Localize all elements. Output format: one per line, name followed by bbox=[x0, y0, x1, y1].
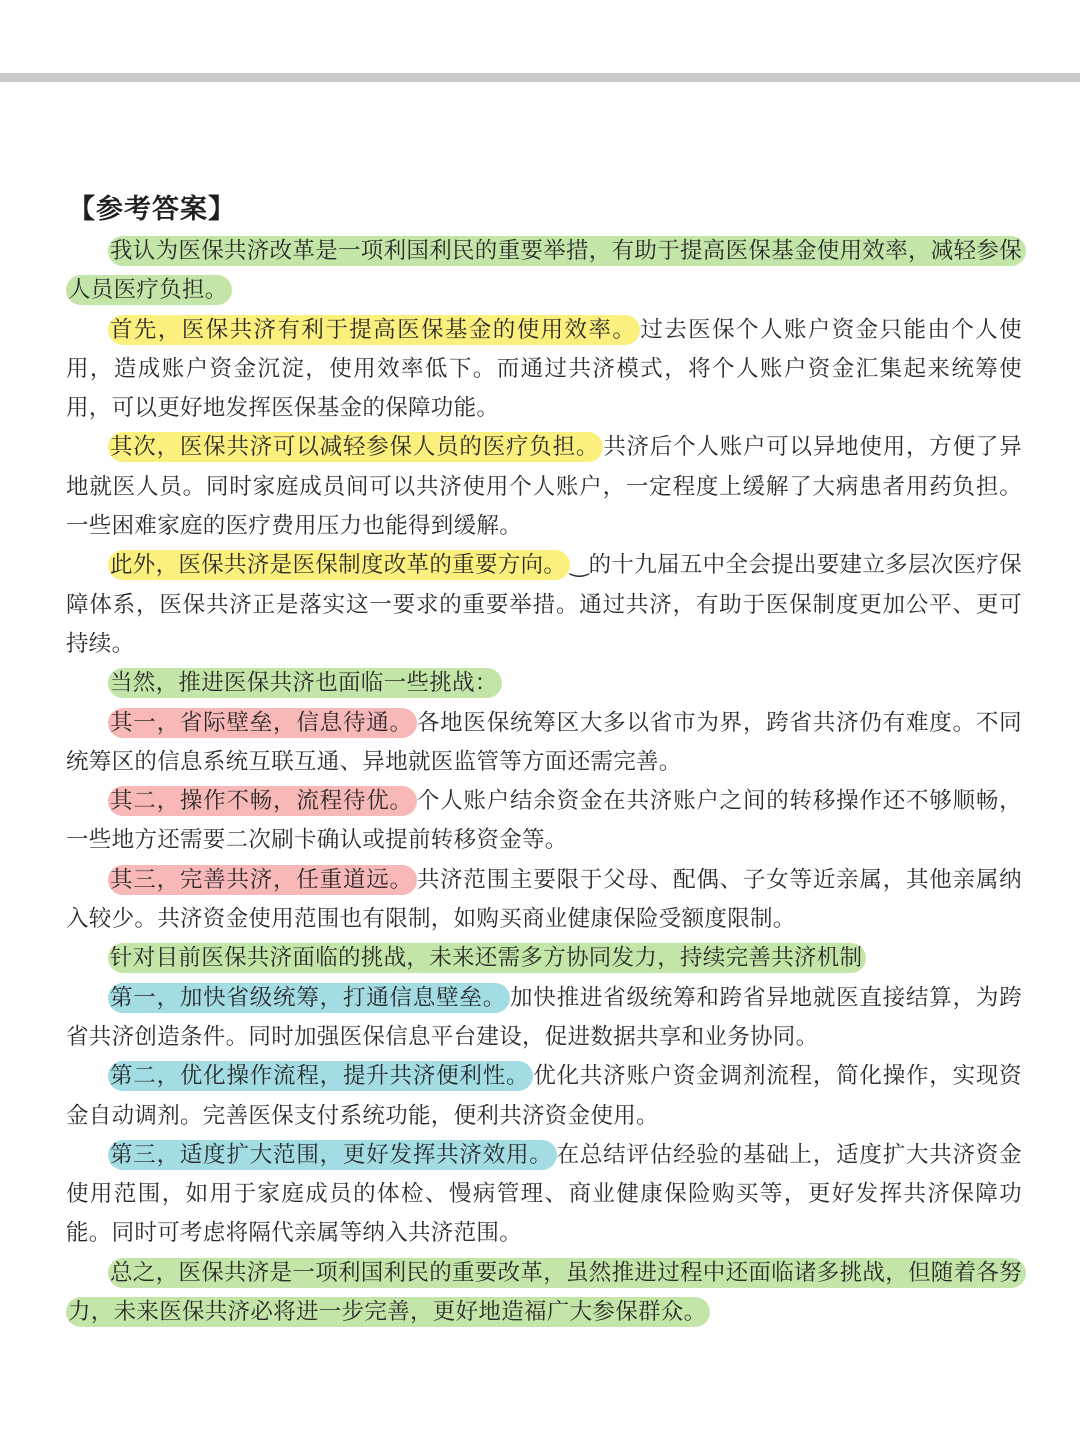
paragraph-measure-1 bbox=[66, 979, 1022, 1058]
paragraph-challenges-intro bbox=[66, 664, 1022, 703]
highlight-red: 其三，完善共济，任重道远。 bbox=[108, 865, 417, 895]
highlight-cyan: 第三，适度扩大范围，更好发挥共济效用。 bbox=[108, 1140, 557, 1170]
paragraph-challenge-2 bbox=[66, 782, 1022, 861]
paragraph-measure-3 bbox=[66, 1136, 1022, 1254]
highlight-green: 我认为医保共济改革是一项利国利民的重要举措，有助于提高医保基金使用效率，减轻参保人员医疗负担。 bbox=[66, 236, 1026, 305]
paragraph-text: 在总结评估经验的基础上，适度扩大共济资金使用范围，如用于家庭成员的体检、慢病管理、商业健康保险购买等，更好发挥共济保障功能。同时可考虑将隔代亲属等纳入共济范围。 bbox=[66, 1141, 1022, 1247]
paragraph-first-point bbox=[66, 311, 1022, 429]
answer-heading: 【参考答案】 bbox=[68, 194, 236, 225]
paragraph-text: 各地医保统筹区大多以省市为界，跨省共济仍有难度。不同统筹区的信息系统互联互通、异地就医监管等方面还需完善。 bbox=[66, 709, 1022, 775]
highlight-cyan: 第二，优化操作流程，提升共济便利性。 bbox=[108, 1061, 533, 1091]
paragraph-text: ‿的十九届五中全会提出要建立多层次医疗保障体系，医保共济正是落实这一要求的重要举措。通过共济，有助于医保制度更加公平、更可持续。 bbox=[66, 552, 1022, 657]
paragraph-text: 共济后个人账户可以异地使用，方便了异地就医人员。同时家庭成员间可以共济使用个人账户，一定程度上缓解了大病患者用药负担。一些困难家庭的医疗费用压力也能得到缓解。 bbox=[66, 434, 1022, 540]
paragraph-text: 优化共济账户资金调剂流程，简化操作，实现资金自动调剂。完善医保支付系统功能，便利共济资金使用。 bbox=[66, 1063, 1022, 1129]
highlight-green: 总之，医保共济是一项利国利民的重要改革，虽然推进过程中还面临诸多挑战，但随着各努力，未来医保共济必将进一步完善，更好地造福广大参保群众。 bbox=[66, 1258, 1026, 1327]
answer-document bbox=[66, 190, 1022, 1332]
paragraph-conclusion bbox=[66, 1254, 1022, 1333]
highlight-cyan: 第一，加快省级统筹，打通信息壁垒。 bbox=[108, 983, 510, 1013]
paragraph-measures-intro bbox=[66, 939, 1022, 978]
paragraph-third-point bbox=[66, 546, 1022, 664]
paragraph-second-point bbox=[66, 428, 1022, 546]
paragraph-measure-2 bbox=[66, 1057, 1022, 1136]
paragraph-challenge-1 bbox=[66, 704, 1022, 783]
paragraph-text: 过去医保个人账户资金只能由个人使用，造成账户资金沉淀，使用效率低下。而通过共济模式，将个人账户资金汇集起来统筹使用，可以更好地发挥医保基金的保障功能。 bbox=[66, 316, 1022, 422]
highlight-yellow: 其次，医保共济可以减轻参保人员的医疗负担。 bbox=[108, 432, 603, 462]
paragraph-intro bbox=[66, 232, 1022, 311]
highlight-yellow: 此外，医保共济是医保制度改革的重要方向。 bbox=[108, 550, 570, 580]
highlight-green: 当然，推进医保共济也面临一些挑战： bbox=[108, 668, 502, 698]
paragraph-text: 加快推进省级统筹和跨省异地就医直接结算，为跨省共济创造条件。同时加强医保信息平台建设，促进数据共享和业务协同。 bbox=[66, 984, 1022, 1050]
highlight-green: 针对目前医保共济面临的挑战，未来还需多方协同发力，持续完善共济机制 bbox=[108, 943, 866, 973]
highlight-red: 其一，省际壁垒，信息待通。 bbox=[108, 708, 417, 738]
top-divider-bar bbox=[0, 73, 1080, 82]
paragraph-challenge-3 bbox=[66, 861, 1022, 940]
paragraph-text: 个人账户结余资金在共济账户之间的转移操作还不够顺畅，一些地方还需要二次刷卡确认或提前转移资金等。 bbox=[66, 788, 1022, 854]
paragraph-text: 共济范围主要限于父母、配偶、子女等近亲属，其他亲属纳入较少。共济资金使用范围也有限制，如购买商业健康保险受额度限制。 bbox=[66, 866, 1022, 933]
highlight-yellow: 首先，医保共济有利于提高医保基金的使用效率。 bbox=[108, 315, 640, 345]
highlight-red: 其二，操作不畅，流程待优。 bbox=[108, 786, 417, 816]
